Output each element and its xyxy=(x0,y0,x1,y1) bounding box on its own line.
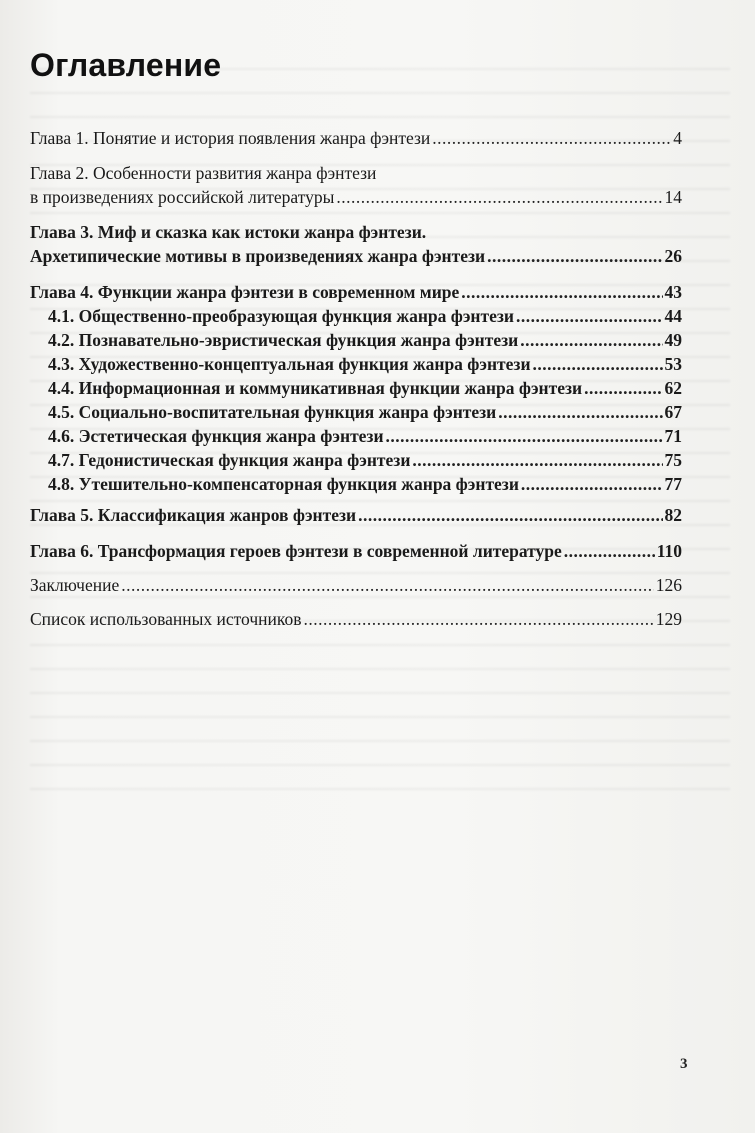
dot-leader xyxy=(386,426,663,446)
toc-entry-page: 77 xyxy=(664,474,682,494)
toc-entry-page: 82 xyxy=(664,505,682,525)
toc-entry-section-4-2[interactable] xyxy=(48,330,682,350)
toc-entry-section-4-4[interactable] xyxy=(48,378,682,398)
toc-entry-title: 4.3. Художественно-концептуальная функция жанра фэнтези xyxy=(48,354,531,374)
toc-entry-title: Глава 4. Функции жанра фэнтези в современном мире xyxy=(30,282,460,302)
dot-leader xyxy=(432,128,671,148)
dot-leader xyxy=(520,330,662,350)
page-title: Оглавление xyxy=(30,47,222,83)
toc-entry-chapter-2-line-1 xyxy=(30,163,376,183)
toc-entry-page: 26 xyxy=(664,246,682,266)
toc-entry-title: 4.2. Познавательно-эвристическая функция жанра фэнтези xyxy=(48,330,519,350)
toc-entry-title: 4.4. Информационная и коммуникативная функции жанра фэнтези xyxy=(48,378,583,398)
toc-entry-page: 62 xyxy=(664,378,682,398)
toc-entry-title: 4.1. Общественно-преобразующая функция жанра фэнтези xyxy=(48,306,514,326)
toc-entry-page: 71 xyxy=(664,426,682,446)
dot-leader xyxy=(358,505,662,525)
toc-entry-page: 44 xyxy=(664,306,682,326)
toc-entry-chapter-1[interactable] xyxy=(30,128,682,148)
dot-leader xyxy=(461,282,662,302)
dot-leader xyxy=(584,378,662,398)
dot-leader xyxy=(498,402,662,422)
toc-entry-section-4-7[interactable] xyxy=(48,450,682,470)
toc-entry-chapter-3[interactable] xyxy=(30,246,682,266)
toc-entry-page: 126 xyxy=(655,575,682,595)
toc-entry-title: Глава 6. Трансформация героев фэнтези в современной литературе xyxy=(30,541,562,561)
toc-entry-page: 4 xyxy=(673,128,682,148)
page-number: 3 xyxy=(680,1056,688,1072)
toc-entry-conclusion[interactable] xyxy=(30,575,682,595)
toc-entry-section-4-5[interactable] xyxy=(48,402,682,422)
dot-leader xyxy=(516,306,663,326)
dot-leader xyxy=(487,246,662,266)
dot-leader xyxy=(521,474,663,494)
dot-leader xyxy=(412,450,662,470)
toc-entry-page: 67 xyxy=(664,402,682,422)
toc-entry-section-4-8[interactable] xyxy=(48,474,682,494)
dot-leader xyxy=(336,187,662,207)
toc-entry-title-continued: в произведениях российской литературы xyxy=(30,187,335,207)
toc-entry-chapter-2[interactable] xyxy=(30,187,682,207)
dot-leader xyxy=(533,354,663,374)
toc-entry-page: 129 xyxy=(655,609,682,629)
dot-leader xyxy=(564,541,655,561)
toc-entry-title: Глава 3. Миф и сказка как истоки жанра фэнтези. xyxy=(30,222,427,242)
toc-entry-title: 4.5. Социально-воспитательная функция жанра фэнтези xyxy=(48,402,497,422)
toc-entry-page: 110 xyxy=(656,541,682,561)
toc-entry-section-4-1[interactable] xyxy=(48,306,682,326)
toc-entry-title: 4.6. Эстетическая функция жанра фэнтези xyxy=(48,426,384,446)
toc-entry-page: 43 xyxy=(664,282,682,302)
toc-entry-title: Заключение xyxy=(30,575,120,595)
toc-entry-sources[interactable] xyxy=(30,609,682,629)
toc-entry-chapter-3-line-1 xyxy=(30,222,426,242)
toc-entry-title: Список использованных источников xyxy=(30,609,302,629)
toc-entry-title: Глава 2. Особенности развития жанра фэнтези xyxy=(30,163,377,183)
toc-entry-chapter-6[interactable] xyxy=(30,541,682,561)
toc-entry-section-4-3[interactable] xyxy=(48,354,682,374)
toc-entry-title: 4.8. Утешительно-компенсаторная функция жанра фэнтези xyxy=(48,474,519,494)
toc-entry-chapter-5[interactable] xyxy=(30,505,682,525)
toc-entry-title: Глава 5. Классификация жанров фэнтези xyxy=(30,505,357,525)
toc-entry-title: Глава 1. Понятие и история появления жанра фэнтези xyxy=(30,128,431,148)
toc-entry-chapter-4[interactable] xyxy=(30,282,682,302)
toc-entry-section-4-6[interactable] xyxy=(48,426,682,446)
dot-leader xyxy=(121,575,654,595)
toc-entry-page: 53 xyxy=(664,354,682,374)
toc-entry-page: 75 xyxy=(664,450,682,470)
toc-entry-page: 14 xyxy=(664,187,682,207)
toc-entry-title-continued: Архетипические мотивы в произведениях жанра фэнтези xyxy=(30,246,486,266)
toc-entry-title: 4.7. Гедонистическая функция жанра фэнтези xyxy=(48,450,411,470)
dot-leader xyxy=(304,609,654,629)
toc-entry-page: 49 xyxy=(664,330,682,350)
